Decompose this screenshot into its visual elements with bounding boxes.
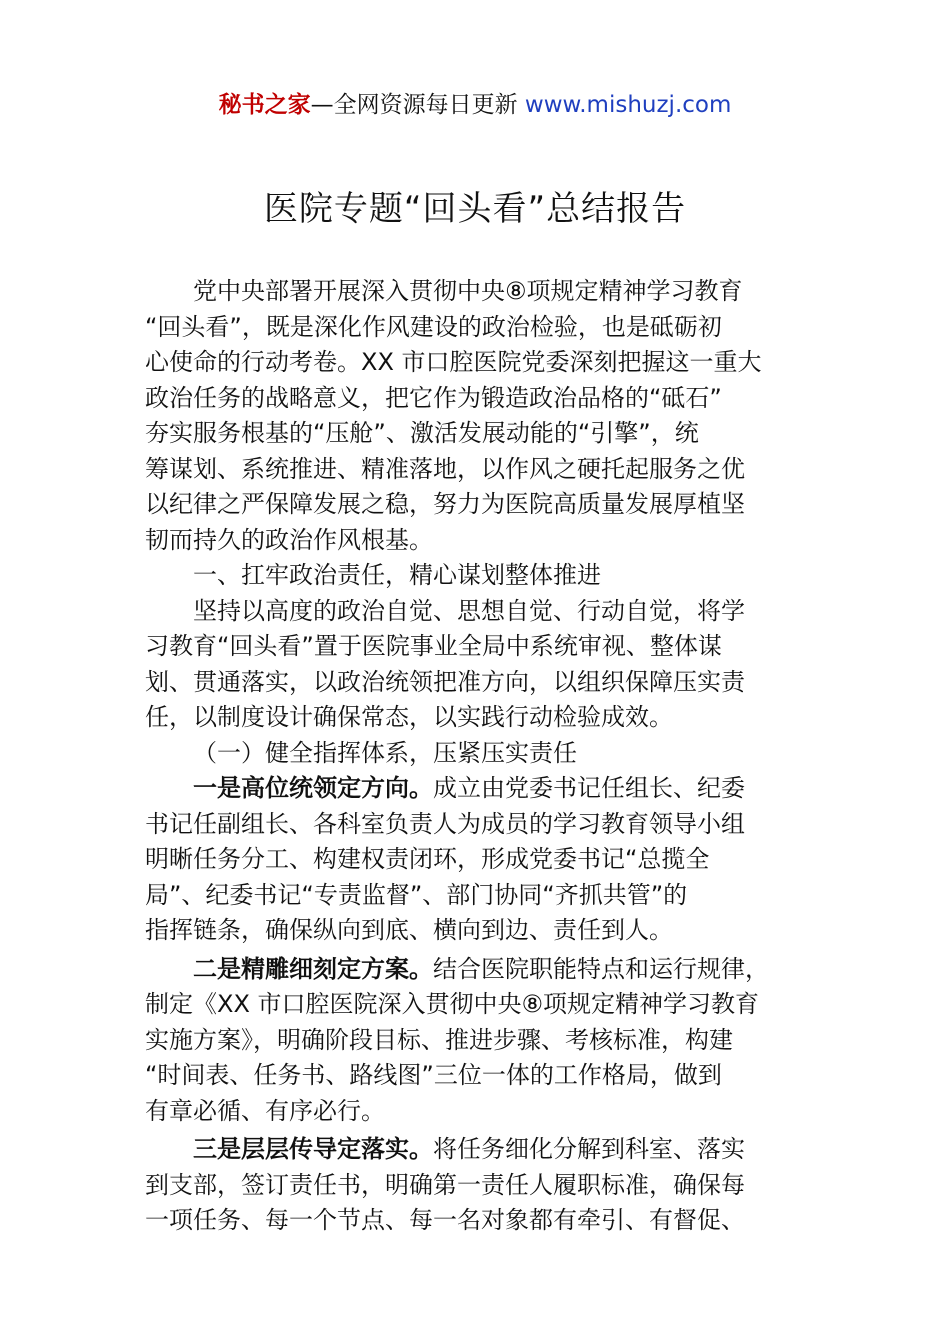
line-text: 成立由党委书记任组长、纪委 xyxy=(433,774,745,802)
lead-phrase: 三是层层传导定落实。 xyxy=(193,1135,433,1163)
paragraph-line: 划、贯通落实，以政治统领把准方向，以组织保障压实责 xyxy=(145,667,745,696)
document-body xyxy=(145,274,811,1239)
paragraph-line: 局”、纪委书记“专责监督”、部门协同“齐抓共管”的 xyxy=(145,880,688,909)
paragraph-line: 夯实服务根基的“压舱”、激活发展动能的“引擎”，统 xyxy=(145,419,699,447)
paragraph-line xyxy=(145,952,811,988)
paragraph-line: “时间表、任务书、路线图”三位一体的工作格局，做到 xyxy=(145,1061,722,1089)
lead-phrase: 二是精雕细刻定方案。 xyxy=(193,954,433,983)
paragraph-line: 一项任务、每一个节点、每一名对象都有牵引、有督促、 xyxy=(145,1206,745,1234)
paragraph-line: 政治任务的战略意义，把它作为锻造政治品格的“砥石” xyxy=(145,383,722,412)
brand-name: 秘书之家 xyxy=(218,92,311,118)
paragraph-line: 以纪律之严保障发展之稳，努力为医院高质量发展厚植坚 xyxy=(145,490,745,518)
header-tagline: —全网资源每日更新 xyxy=(310,92,525,118)
paragraph-line: 习教育“回头看”置于医院事业全局中系统审视、整体谋 xyxy=(145,632,722,660)
paragraph-line xyxy=(145,1132,811,1168)
paragraph-line: “回头看”，既是深化作风建设的政治检验，也是砥砺初 xyxy=(145,312,722,341)
paragraph-line: 制定《XX 市口腔医院深入贯彻中央⑧项规定精神学习教育 xyxy=(145,990,760,1018)
paragraph-line: 明晰任务分工、构建权责闭环，形成党委书记“总揽全 xyxy=(145,845,710,873)
paragraph-line: 到支部，签订责任书，明确第一责任人履职标准，确保每 xyxy=(145,1170,745,1199)
line-text: 结合医院职能特点和运行规律， xyxy=(433,954,769,983)
paragraph-line: 坚持以高度的政治自觉、思想自觉、行动自觉，将学 xyxy=(193,596,745,625)
paragraph-line: 指挥链条，确保纵向到底、横向到边、责任到人。 xyxy=(145,916,673,944)
paragraph-line: 任，以制度设计确保常态，以实践行动检验成效。 xyxy=(145,703,673,731)
line-text: 将任务细化分解到科室、落实 xyxy=(433,1135,745,1163)
paragraph-line: 筹谋划、系统推进、精准落地，以作风之硬托起服务之优 xyxy=(145,454,745,483)
paragraph-line: 党中央部署开展深入贯彻中央⑧项规定精神学习教育 xyxy=(193,277,743,305)
document-title: 医院专题“回头看”总结报告 xyxy=(263,189,687,229)
paragraph-line: 实施方案》，明确阶段目标、推进步骤、考核标准，构建 xyxy=(145,1025,733,1054)
paragraph-line: 韧而持久的政治作风根基。 xyxy=(145,525,433,554)
subsection-heading: （一）健全指挥体系，压紧压实责任 xyxy=(193,738,577,767)
site-header xyxy=(0,88,950,122)
paragraph-line: 书记任副组长、各科室负责人为成员的学习教育领导小组 xyxy=(145,809,745,838)
paragraph-line xyxy=(145,771,811,807)
paragraph-line: 心使命的行动考卷。XX 市口腔医院党委深刻把握这一重大 xyxy=(145,348,762,376)
lead-phrase: 一是高位统领定方向。 xyxy=(193,774,433,802)
paragraph-line: 有章必循、有序必行。 xyxy=(145,1096,385,1125)
section-heading: 一、扛牢政治责任，精心谋划整体推进 xyxy=(193,561,601,589)
site-link[interactable]: www.mishuzj.com xyxy=(524,92,732,118)
